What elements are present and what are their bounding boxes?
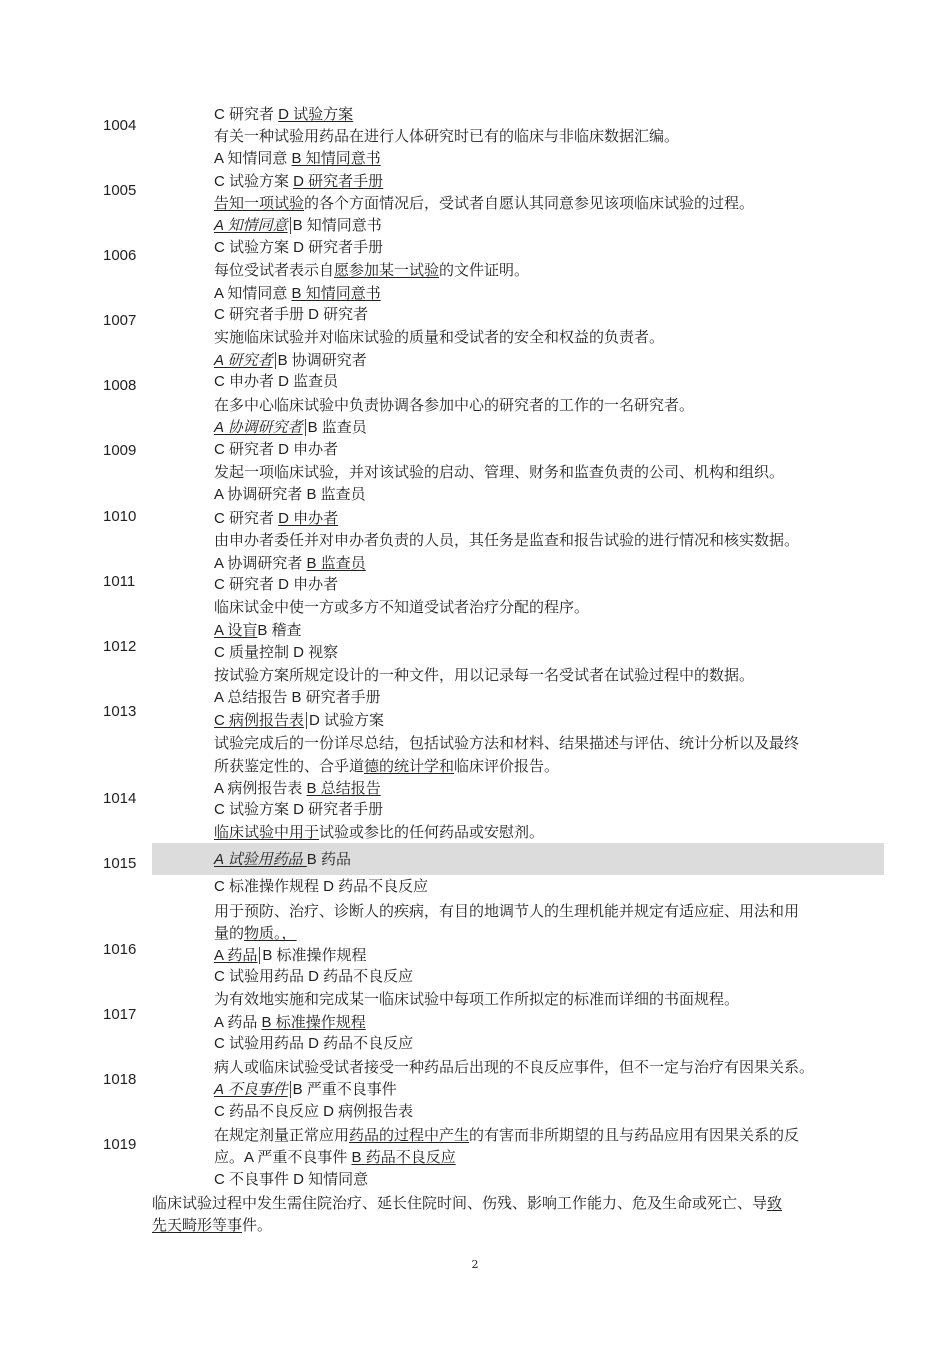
question-text: 发起一项临床试验，并对该试验的启动、管理、财务和监查负责的公司、机构和组织。 [214,463,785,481]
option-line: C 申办者 D 监查员 [214,373,339,390]
question-text: 有关一种试验用药品在进行人体研究时已有的临床与非临床数据汇编。 [214,127,680,145]
option-line: C 药品不良反应 D 病例报告表 [214,1103,414,1120]
option-line: A 药品 B 标准操作规程 [214,1014,366,1031]
question-number: 1011 [103,573,136,590]
option-line: C 研究者 D 试验方案 [214,106,354,123]
question-text: 告知一项试验的各个方面情况后，受试者自愿认其同意参见该项临床试验的过程。 [214,194,755,212]
question-number: 1016 [103,941,137,958]
question-number: 1009 [103,442,137,459]
option-line: C 试验方案 D 研究者手册 [214,173,384,190]
option-line: C 试验方案 D 研究者手册 [214,801,384,818]
option-line: A 知情同意 B 知情同意书 [214,217,382,234]
option-line: A 不良事件 B 严重不良事件 [214,1081,397,1098]
option-line: A 协调研究者 B 监查员 [214,486,366,503]
question-number: 1018 [103,1071,137,1088]
option-line: C 质量控制 D 视察 [214,644,339,661]
question-text: 按试验方案所规定设计的一种文件，用以记录每一名受试者在试验过程中的数据。 [214,666,755,684]
question-number: 1012 [103,638,137,655]
question-number: 1006 [103,247,137,264]
option-line: A 试验用药品 B 药品 [214,851,351,868]
question-number: 1015 [103,855,137,872]
question-text: 临床试验中用于试验或参比的任何药品或安慰剂。 [214,823,545,841]
question-text: 在规定剂量正常应用药品的过程中产生的有害而非所期望的且与药品应用有因果关系的反 [214,1126,800,1144]
option-line: A 设盲B 稽查 [214,622,302,639]
option-line: C 病例报告表 D 试验方案 [214,712,385,729]
question-text: 为有效地实施和完成某一临床试验中每项工作所拟定的标准而详细的书面规程。 [214,990,740,1008]
option-line: C 试验方案 D 研究者手册 [214,239,384,256]
option-line: A 知情同意 B 知情同意书 [214,285,381,302]
option-line: 应。A 严重不良事件 B 药品不良反应 [214,1149,456,1166]
question-text: 病人或临床试验受试者接受一种药品后出现的不良反应事件，但不一定与治疗有因果关系。 [214,1058,815,1076]
question-number: 1014 [103,790,137,807]
question-text: 实施临床试验并对临床试验的质量和受试者的安全和权益的负责者。 [214,328,665,346]
option-line: A 协调研究者 B 监查员 [214,419,367,436]
option-line: A 病例报告表 B 总结报告 [214,780,381,797]
question-text: 临床试金中使一方或多方不知道受试者治疗分配的程序。 [214,598,590,616]
question-number: 1019 [103,1136,137,1153]
question-text: 用于预防、治疗、诊断人的疾病，有目的地调节人的生理机能并规定有适应症、用法和用 [214,902,800,920]
option-line: C 不良事件 D 知情同意 [214,1171,369,1188]
option-line: A 总结报告 B 研究者手册 [214,689,381,706]
option-line: C 试验用药品 D 药品不良反应 [214,968,414,985]
question-text: 所获鉴定性的、合乎道德的统计学和临床评价报告。 [214,757,560,775]
question-text: 先天畸形等事件。 [152,1216,273,1234]
option-line: C 标准操作规程 D 药品不良反应 [214,878,429,895]
option-line: C 研究者 D 申办者 [214,441,339,458]
option-line: A 研究者 B 协调研究者 [214,352,367,369]
option-line: C 研究者 D 申办者 [214,576,339,593]
question-text: 试验完成后的一份详尽总结，包括试验方法和材料、结果描述与评估、统计分析以及最终 [214,734,800,752]
question-number: 1004 [103,117,137,134]
option-line: C 研究者手册 D 研究者 [214,306,369,323]
option-line: A 药品 B 标准操作规程 [214,947,367,964]
question-number: 1013 [103,703,137,720]
question-number: 1010 [103,508,137,525]
question-number: 1005 [103,182,137,199]
question-number: 1007 [103,312,137,329]
option-line: C 研究者 D 申办者 [214,510,339,527]
question-text: 在多中心临床试验中负责协调各参加中心的研究者的工作的一名研究者。 [214,396,695,414]
option-line: A 知情同意 B 知情同意书 [214,150,381,167]
question-number: 1017 [103,1006,137,1023]
question-text: 临床试验过程中发生需住院治疗、延长住院时间、伤残、影响工作能力、危及生命或死亡、导致 [152,1194,783,1212]
question-text: 每位受试者表示自愿参加某一试验的文件证明。 [214,261,530,279]
option-line: A 协调研究者 B 监查员 [214,555,366,572]
page-number: 2 [471,1258,479,1271]
question-text: 由申办者委任并对申办者负责的人员，其任务是监查和报告试验的进行情况和核实数据。 [214,531,800,549]
option-line: C 试验用药品 D 药品不良反应 [214,1035,414,1052]
question-text: 量的物质。， [214,924,297,942]
question-number: 1008 [103,377,137,394]
